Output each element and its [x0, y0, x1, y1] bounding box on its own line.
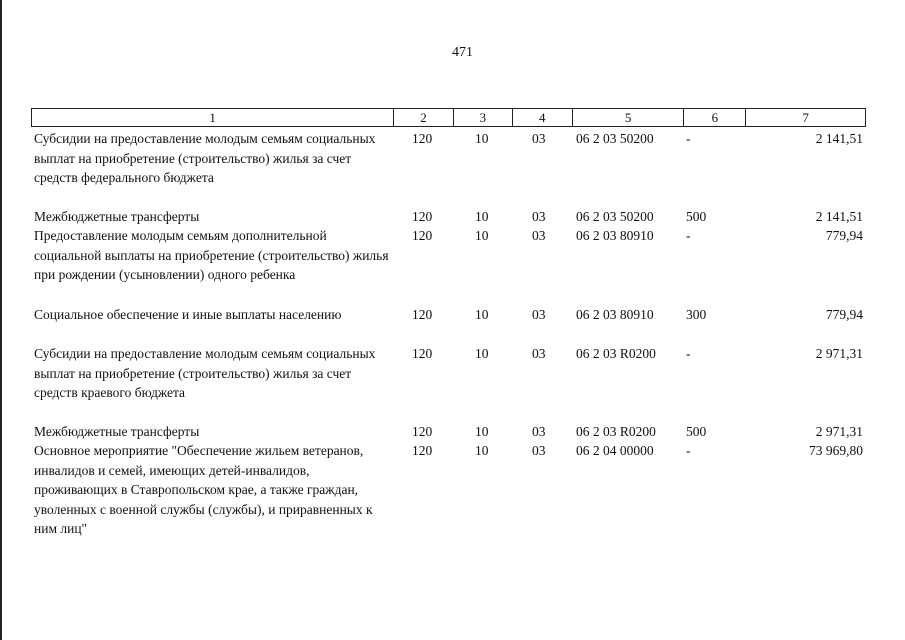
row-col-4: 03	[532, 307, 546, 322]
header-col-1: 1	[32, 109, 394, 126]
row-name: Субсидии на предоставление молодым семьям социальных выплат на приобретение (строительство) жилья за счет средств краевого бюджета	[34, 346, 376, 400]
page-left-edge	[0, 0, 2, 640]
row-col-4: 03	[532, 209, 546, 224]
row-col-6: 300	[686, 307, 707, 322]
row-col-5: 06 2 03 R0200	[576, 346, 656, 361]
row-col-2: 120	[412, 443, 433, 458]
row-col-2: 120	[412, 424, 433, 439]
header-col-6: 6	[684, 109, 746, 126]
row-name: Субсидии на предоставление молодым семьям социальных выплат на приобретение (строительство) жилья за счет средств федерального бюджета	[34, 131, 376, 185]
row-col-3: 10	[475, 443, 489, 458]
header-col-4: 4	[513, 109, 573, 126]
row-col-5: 06 2 04 00000	[576, 443, 654, 458]
row-col-4: 03	[532, 131, 546, 146]
row-name: Межбюджетные трансферты	[34, 209, 200, 224]
row-col-7: 73 969,80	[809, 443, 863, 458]
row-col-2: 120	[412, 209, 433, 224]
row-col-3: 10	[475, 307, 489, 322]
row-col-4: 03	[532, 346, 546, 361]
row-col-7: 2 141,51	[815, 209, 863, 224]
row-col-4: 03	[532, 424, 546, 439]
row-col-6: 500	[686, 424, 707, 439]
header-col-3: 3	[454, 109, 513, 126]
header-col-2: 2	[394, 109, 454, 126]
row-col-7: 779,94	[825, 307, 863, 322]
row-col-3: 10	[475, 346, 489, 361]
row-col-3: 10	[475, 131, 489, 146]
row-col-7: 2 971,31	[815, 346, 863, 361]
table-header	[31, 108, 866, 127]
row-col-5: 06 2 03 80910	[576, 228, 654, 243]
row-name: Предоставление молодым семьям дополнительной социальной выплаты на приобретение (строительство) жилья при рождении (усыновлении) одного ребенка	[34, 228, 389, 282]
row-name: Основное мероприятие "Обеспечение жильем ветеранов, инвалидов и семей, имеющих детей-инвалидов, проживающих в Ставропольском крае, а также граждан, уволенных с военной службы (службы), и приравненных к ним лиц"	[34, 443, 373, 536]
row-col-6: -	[686, 346, 691, 361]
row-col-5: 06 2 03 80910	[576, 307, 654, 322]
row-col-2: 120	[412, 346, 433, 361]
row-col-6: -	[686, 131, 691, 146]
row-col-2: 120	[412, 131, 433, 146]
header-col-7: 7	[802, 110, 809, 125]
row-col-6: -	[686, 443, 691, 458]
row-col-4: 03	[532, 228, 546, 243]
row-col-6: 500	[686, 209, 707, 224]
row-col-3: 10	[475, 209, 489, 224]
row-col-6: -	[686, 228, 691, 243]
page-number: 471	[452, 45, 473, 60]
row-col-3: 10	[475, 424, 489, 439]
row-col-4: 03	[532, 443, 546, 458]
row-col-5: 06 2 03 50200	[576, 131, 654, 146]
header-col-5: 5	[573, 109, 685, 126]
row-col-7: 2 971,31	[815, 424, 863, 439]
row-col-7: 779,94	[825, 228, 863, 243]
row-col-2: 120	[412, 307, 433, 322]
row-col-3: 10	[475, 228, 489, 243]
row-col-2: 120	[412, 228, 433, 243]
row-col-5: 06 2 03 R0200	[576, 424, 656, 439]
row-col-5: 06 2 03 50200	[576, 209, 654, 224]
row-name: Межбюджетные трансферты	[34, 424, 200, 439]
row-name: Социальное обеспечение и иные выплаты населению	[34, 307, 342, 322]
row-col-7: 2 141,51	[815, 131, 863, 146]
